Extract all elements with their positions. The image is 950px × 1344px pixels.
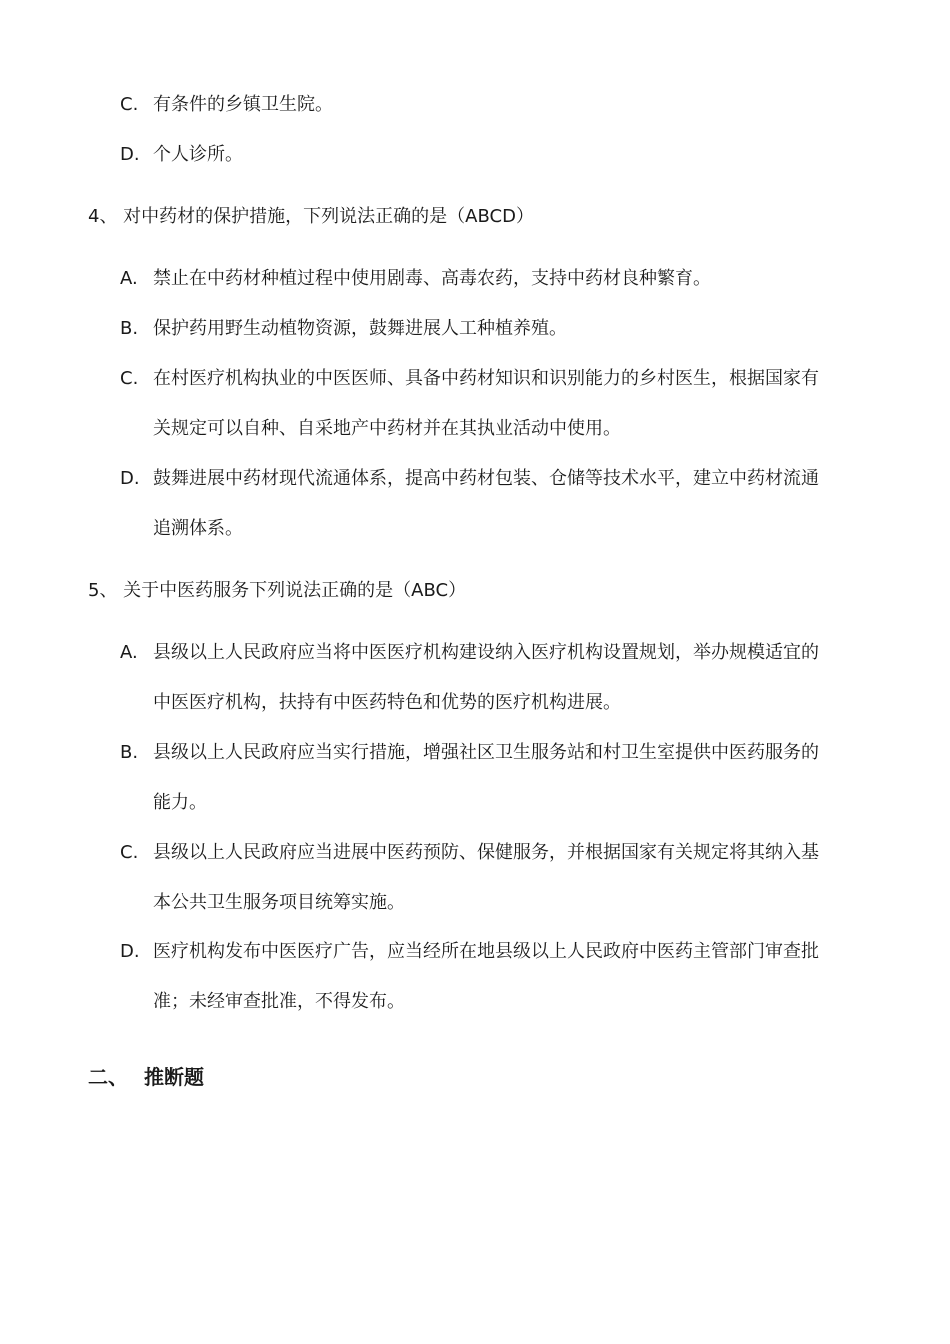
q5-option-c-letter: C. [120,842,139,863]
q5-option-b-line1: 县级以上人民政府应当实行措施，增强社区卫生服务站和村卫生室提供中医药服务的 [153,742,819,763]
q4-option-c-line1: 在村医疗机构执业的中医医师、具备中药材知识和识别能力的乡村医生，根据国家有 [153,368,819,389]
q4-stem: 4、 对中药材的保护措施，下列说法正确的是（ABCD） [88,206,534,227]
section-number: 二、 [88,1065,128,1089]
q3-option-c-letter: C. [120,94,139,115]
q5-option-d-line1: 医疗机构发布中医医疗广告，应当经所在地县级以上人民政府中医药主管部门审查批 [153,941,819,962]
q4-option-b-text: 保护药用野生动植物资源，鼓舞进展人工种植养殖。 [153,318,567,339]
q5-option-b-line2: 能力。 [153,792,207,813]
q3-option-d-letter: D. [120,144,140,165]
q5-option-c-line2: 本公共卫生服务项目统筹实施。 [153,892,405,913]
q3-option-d-text: 个人诊所。 [153,144,243,165]
q5-option-a-line1: 县级以上人民政府应当将中医医疗机构建设纳入医疗机构设置规划，举办规模适宜的 [153,642,819,663]
q5-option-d-letter: D. [120,941,140,962]
q5-option-a-letter: A. [120,642,138,663]
q4-option-a-letter: A. [120,268,138,289]
q4-option-d-letter: D. [120,468,140,489]
q5-option-b-letter: B. [120,742,139,763]
q4-option-c-line2: 关规定可以自种、自采地产中药材并在其执业活动中使用。 [153,418,621,439]
section-title: 推断题 [144,1065,204,1089]
q4-option-d-line1: 鼓舞进展中药材现代流通体系，提高中药材包装、仓储等技术水平，建立中药材流通 [153,468,819,489]
q5-option-a-line2: 中医医疗机构，扶持有中医药特色和优势的医疗机构进展。 [153,692,621,713]
q4-option-d-line2: 追溯体系。 [153,518,243,539]
q4-option-c-letter: C. [120,368,139,389]
q3-option-c-text: 有条件的乡镇卫生院。 [153,94,333,115]
q5-option-d-line2: 准；未经审查批准，不得发布。 [153,991,405,1012]
q4-option-b-letter: B. [120,318,139,339]
q5-stem: 5、 关于中医药服务下列说法正确的是（ABC） [88,580,467,601]
q4-option-a-text: 禁止在中药材种植过程中使用剧毒、高毒农药，支持中药材良种繁育。 [153,268,711,289]
q5-option-c-line1: 县级以上人民政府应当进展中医药预防、保健服务，并根据国家有关规定将其纳入基 [153,842,819,863]
